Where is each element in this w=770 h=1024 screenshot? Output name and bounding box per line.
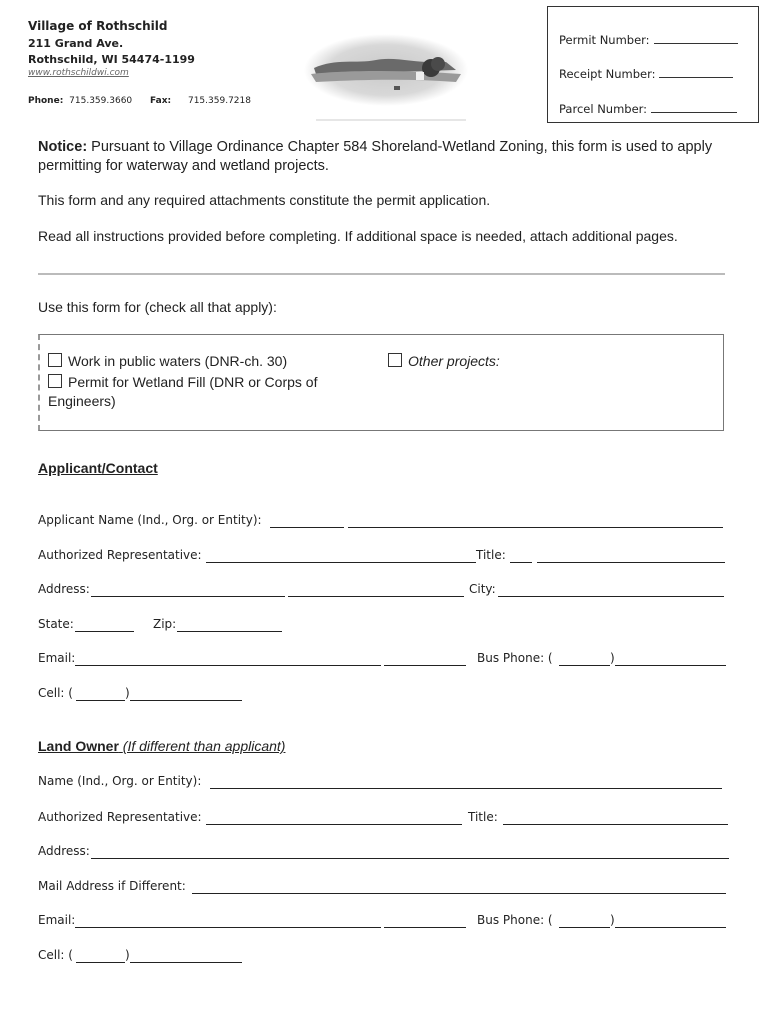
owner-cell-paren: ) xyxy=(125,948,130,962)
applicant-rep-field[interactable] xyxy=(206,562,476,563)
applicant-zip-label: Zip: xyxy=(153,617,177,631)
village-logo-image xyxy=(296,30,476,125)
applicant-bus-phone-area-field[interactable] xyxy=(559,665,610,666)
owner-cell-label: Cell: ( xyxy=(38,948,73,962)
owner-rep-label: Authorized Representative: xyxy=(38,810,202,824)
attachments-paragraph: This form and any required attachments constitute the permit application. xyxy=(38,192,491,208)
applicant-bus-phone-label: Bus Phone: ( xyxy=(477,651,553,665)
owner-name-field[interactable] xyxy=(210,788,722,789)
applicant-state-label: State: xyxy=(38,617,74,631)
owner-cell-field[interactable] xyxy=(130,962,242,963)
option-public-waters-label: Work in public waters (DNR-ch. 30) xyxy=(68,353,288,369)
owner-rep-field[interactable] xyxy=(206,824,462,825)
applicant-rep-label: Authorized Representative: xyxy=(38,548,202,562)
checkbox-other-projects[interactable] xyxy=(388,353,402,367)
fax-line xyxy=(150,96,251,106)
applicant-name-field-a[interactable] xyxy=(270,527,344,528)
receipt-number-field[interactable] xyxy=(659,67,733,78)
owner-mail-address-label: Mail Address if Different: xyxy=(38,879,186,893)
phone-label: Phone: xyxy=(28,96,64,106)
website-link[interactable]: www.rothschildwi.com xyxy=(28,68,129,78)
fax-label: Fax: xyxy=(150,96,172,106)
applicant-title-field-a[interactable] xyxy=(510,562,532,563)
phone-line xyxy=(28,96,132,106)
option-other-projects[interactable] xyxy=(388,352,500,371)
phone-number: 715.359.3660 xyxy=(69,96,133,106)
applicant-city-field[interactable] xyxy=(498,596,724,597)
applicant-cell-area-field[interactable] xyxy=(76,700,125,701)
fax-number: 715.359.7218 xyxy=(187,96,251,106)
applicant-cell-field[interactable] xyxy=(130,700,242,701)
applicant-section-heading: Applicant/Contact xyxy=(38,460,158,476)
option-wetland-fill[interactable] xyxy=(48,373,378,411)
owner-bus-phone-field[interactable] xyxy=(615,927,726,928)
section-divider xyxy=(38,273,725,275)
applicant-city-label: City: xyxy=(469,582,496,596)
notice-label: Notice: xyxy=(38,139,88,155)
checkbox-public-waters[interactable] xyxy=(48,353,62,367)
option-other-projects-label: Other projects: xyxy=(408,353,500,369)
applicant-title-label: Title: xyxy=(476,548,506,562)
option-public-waters[interactable] xyxy=(48,352,287,371)
land-owner-section-heading xyxy=(38,738,285,754)
applicant-state-field[interactable] xyxy=(75,631,134,632)
parcel-number-field[interactable] xyxy=(651,102,737,113)
applicant-name-label: Applicant Name (Ind., Org. or Entity): xyxy=(38,513,262,527)
notice-paragraph xyxy=(38,138,718,176)
permit-number-label: Permit Number: xyxy=(559,33,650,47)
owner-title-label: Title: xyxy=(468,810,498,824)
permit-number-field[interactable] xyxy=(654,33,738,44)
owner-email-field-b[interactable] xyxy=(384,927,466,928)
org-name: Village of Rothschild xyxy=(28,19,168,33)
owner-cell-area-field[interactable] xyxy=(76,962,125,963)
owner-title-field[interactable] xyxy=(503,824,728,825)
owner-bus-phone-area-field[interactable] xyxy=(559,927,610,928)
option-wetland-fill-label: Permit for Wetland Fill (DNR or Corps of Engineers) xyxy=(48,374,318,409)
applicant-email-field-a[interactable] xyxy=(75,665,381,666)
applicant-address-field-a[interactable] xyxy=(91,596,285,597)
owner-address-label: Address: xyxy=(38,844,90,858)
applicant-address-field-b[interactable] xyxy=(288,596,464,597)
applicant-email-field-b[interactable] xyxy=(384,665,466,666)
permit-number-row xyxy=(559,33,738,47)
applicant-email-label: Email: xyxy=(38,651,76,665)
land-owner-heading-note: (If different than applicant) xyxy=(122,738,286,754)
org-street: 211 Grand Ave. xyxy=(28,37,124,50)
parcel-number-row xyxy=(559,102,737,116)
applicant-bus-phone-field[interactable] xyxy=(615,665,726,666)
land-owner-heading-text: Land Owner xyxy=(38,738,119,754)
instructions-paragraph: Read all instructions provided before completing. If additional space is needed, attach additional pages. xyxy=(38,228,678,244)
applicant-name-field-b[interactable] xyxy=(348,527,723,528)
applicant-cell-label: Cell: ( xyxy=(38,686,73,700)
parcel-number-label: Parcel Number: xyxy=(559,102,648,116)
org-city-line: Rothschild, WI 54474-1199 xyxy=(28,53,195,66)
use-form-heading: Use this form for (check all that apply): xyxy=(38,299,277,315)
owner-address-field[interactable] xyxy=(91,858,729,859)
applicant-cell-paren: ) xyxy=(125,686,130,700)
owner-email-label: Email: xyxy=(38,913,76,927)
office-use-box xyxy=(547,6,759,123)
notice-text: Pursuant to Village Ordinance Chapter 584 Shoreland-Wetland Zoning, this form is used to apply permitting for waterway and wetland projects. xyxy=(38,139,713,174)
owner-email-field-a[interactable] xyxy=(75,927,381,928)
applicant-address-label: Address: xyxy=(38,582,90,596)
applicant-title-field-b[interactable] xyxy=(537,562,725,563)
owner-mail-address-field[interactable] xyxy=(192,893,726,894)
applicant-bus-phone-paren: ) xyxy=(610,651,615,665)
receipt-number-row xyxy=(559,67,733,81)
applicant-zip-field[interactable] xyxy=(177,631,282,632)
receipt-number-label: Receipt Number: xyxy=(559,67,656,81)
owner-bus-phone-paren: ) xyxy=(610,913,615,927)
owner-name-label: Name (Ind., Org. or Entity): xyxy=(38,774,202,788)
checkbox-wetland-fill[interactable] xyxy=(48,374,62,388)
owner-bus-phone-label: Bus Phone: ( xyxy=(477,913,553,927)
